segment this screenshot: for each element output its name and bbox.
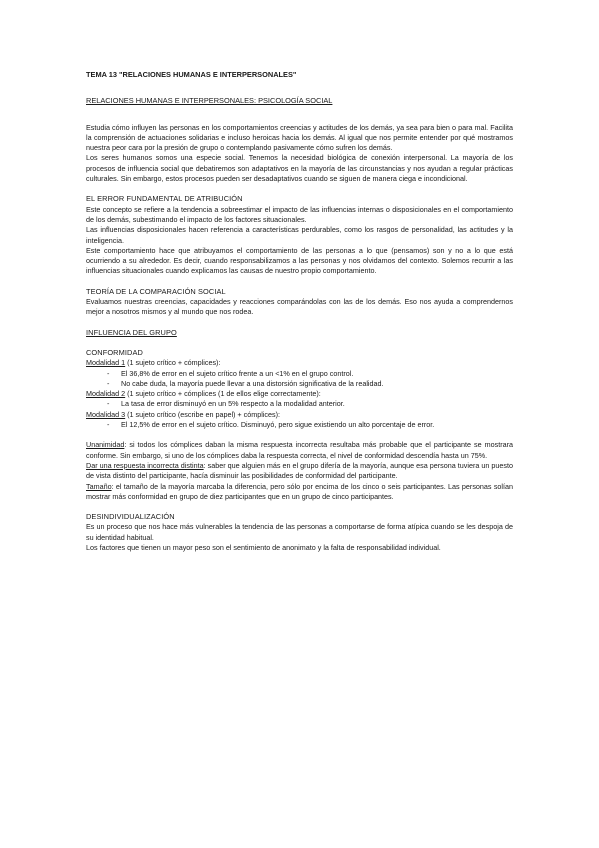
list-item	[86, 369, 513, 379]
distinct-answer-text: : saber que alguien más en el grupo difería de la mayoría, aunque esa persona tuviera un puesto de vista distinto del participante, hacía disminuir las posibilidades de conformidad del participante.	[86, 460, 513, 481]
size-label: Tamaño	[86, 481, 112, 491]
error-paragraph-3: Este comportamiento hace que atribuyamos el comportamiento de las personas a lo que (pensamos) son y no a lo que está ocurriendo a su alrededor. Es decir, cuando responsabilizamos a las personas y nos olvidamos del contexto. Solemos recurrir a las influencias situacionales cuando explicamos las causas de nuestro propio comportamiento.	[86, 245, 513, 276]
section-subtitle: RELACIONES HUMANAS E INTERPERSONALES: PSICOLOGÍA SOCIAL	[86, 96, 333, 106]
list-item-text: El 12,5% de error en el sujeto crítico. Disminuyó, pero sigue existiendo un alto porcentaje de error.	[121, 420, 435, 430]
distinct-answer-paragraph	[86, 461, 513, 482]
list-item-text: La tasa de error disminuyó en un 5% respecto a la modalidad anterior.	[121, 399, 345, 409]
deindividuation-paragraph-1: Es un proceso que nos hace más vulnerables la tendencia de las personas a comportarse de forma atípica cuando se les despoja de su identidad habitual.	[86, 522, 513, 542]
deindividuation-heading: DESINDIVIDUALIZACIÓN	[86, 512, 175, 522]
modality-3-label: Modalidad 3	[86, 409, 126, 419]
comparison-heading: TEORÍA DE LA COMPARACIÓN SOCIAL	[86, 286, 226, 296]
bullet-dash: -	[107, 399, 110, 409]
deindividuation-paragraph-2: Los factores que tienen un mayor peso son el sentimiento de anonimato y la falta de responsabilidad individual.	[86, 542, 441, 552]
modality-1-text: (1 sujeto crítico + cómplices):	[125, 358, 221, 368]
bullet-dash: -	[107, 378, 110, 388]
modality-1-label: Modalidad 1	[86, 358, 126, 368]
error-heading: EL ERROR FUNDAMENTAL DE ATRIBUCIÓN	[86, 194, 243, 204]
distinct-answer-label: Dar una respuesta incorrecta distinta	[86, 460, 204, 470]
intro-paragraph-1: Estudia cómo influyen las personas en los comportamientos creencias y actitudes de los demás, ya sea para bien o para mal. Facilita la comprensión de actuaciones solidarias e incluso heroicas hacia los demás. Al igual que nos permite entender por qué mostramos nuestra peor cara por la presión de grupo o contemplando pasivamente cómo sufren los demás.	[86, 122, 513, 153]
list-item	[86, 420, 513, 430]
modality-3-text: (1 sujeto crítico (escribe en papel) + cómplices):	[125, 409, 280, 419]
size-paragraph	[86, 482, 513, 503]
size-text: : el tamaño de la mayoría marcaba la diferencia, pero sólo por encima de los cinco o seis participantes. Las personas solían mostrar más conformidad en grupo de diez participantes que en un grupo de cinco participantes.	[86, 481, 513, 501]
list-item-text: El 36,8% de error en el sujeto crítico frente a un <1% en el grupo control.	[121, 368, 354, 378]
bullet-dash: -	[107, 368, 110, 378]
modality-2-label: Modalidad 2	[86, 389, 126, 399]
modality-2-text: (1 sujeto crítico + cómplices (1 de ellos elige correctamente):	[125, 389, 321, 399]
comparison-paragraph: Evaluamos nuestras creencias, capacidades y reacciones comparándolas con las de los demás. Eso nos ayuda a comprendernos mejor a nosotros mismos y al mundo que nos rodea.	[86, 297, 513, 317]
group-heading: INFLUENCIA DEL GRUPO	[86, 327, 177, 337]
unanimity-text: : si todos los cómplices daban la misma respuesta incorrecta resultaba más probable que el participante se mostrara conforme. Sin embargo, si uno de los cómplices daba la respuesta correcta, el nivel de conformidad descendía hasta un 75%.	[86, 440, 513, 460]
document-page	[86, 70, 513, 553]
document-title: TEMA 13 "RELACIONES HUMANAS E INTERPERSONALES"	[86, 70, 297, 79]
modality-3-line	[86, 410, 513, 420]
list-item	[86, 399, 513, 409]
unanimity-label: Unanimidad	[86, 440, 125, 450]
intro-paragraph-2: Los seres humanos somos una especie social. Tenemos la necesidad biológica de conexión interpersonal. La mayoría de los procesos de influencia social que debatiremos son adaptativos en la mayoría de las circunstancias y nos ayudan a regular prácticas culturales. Sin embargo, estos procesos pueden ser desadaptativos cuando se siguen de manera ciega e incondicional.	[86, 153, 513, 184]
list-item	[86, 379, 513, 389]
error-paragraph-2: Las influencias disposicionales hacen referencia a características perdurables, como los rasgos de personalidad, las actitudes y la inteligencia.	[86, 225, 513, 245]
unanimity-paragraph	[86, 440, 513, 461]
list-item-text: No cabe duda, la mayoría puede llevar a una distorsión significativa de la realidad.	[121, 378, 384, 388]
modality-2-line	[86, 389, 513, 399]
error-paragraph-1: Este concepto se refiere a la tendencia a sobreestimar el impacto de las influencias internas o disposicionales en el comportamiento de los demás, subestimando el impacto de los factores situacionales.	[86, 204, 513, 224]
conformity-heading: CONFORMIDAD	[86, 347, 143, 357]
modality-1-line	[86, 358, 513, 368]
bullet-dash: -	[107, 420, 110, 430]
